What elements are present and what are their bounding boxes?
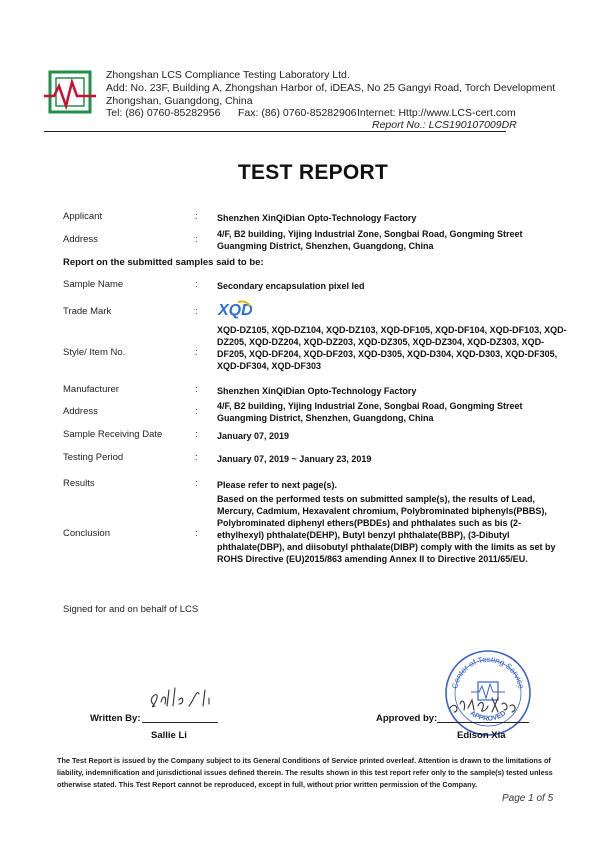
lab-address-line1: Add: No. 23F, Building A, Zhongshan Harbor of, iDEAS, No 25 Gangyi Road, Torch Development [106,82,556,94]
signature-sallie-li [145,684,225,714]
manufacturer-label: Manufacturer [63,384,119,395]
colon: : [195,429,198,440]
approved-by-name: Edison Xia [457,730,506,741]
svg-text:Center of Testing Service: Center of Testing Service [450,654,526,690]
manufacturer-value: Shenzhen XinQiDian Opto-Technology Factory [217,386,417,396]
page-number: Page 1 of 5 [502,793,554,804]
report-number: Report No.: LCS190107009DR [372,119,517,131]
written-by-label: Written By: [90,713,141,724]
conclusion-label: Conclusion [63,528,110,539]
trademark-logo [216,298,252,320]
colon: : [195,306,198,317]
header-divider [44,131,506,132]
written-by-line [142,722,218,723]
address-label: Address [63,234,98,245]
testing-period-label: Testing Period [63,452,124,463]
written-by-name: Sallie Li [151,730,187,741]
colon: : [195,211,198,222]
results-value: Please refer to next page(s). [217,480,338,490]
colon: : [195,347,198,358]
lab-tel: Tel: (86) 0760-85282956 [106,107,221,119]
lab-name: Zhongshan LCS Compliance Testing Laboratory Ltd. [106,69,350,81]
applicant-label: Applicant [63,211,103,222]
colon: : [195,528,198,539]
signed-for-text: Signed for and on behalf of LCS [63,604,199,615]
conclusion-value: Based on the performed tests on submitted sample(s), the results of Lead, Mercury, Cadmium, Hexavalent chromium, Polybrominated biphenyls(PBBS), Polybrominated diphenyl ethers(PBDEs) and phthalates such as bis (2-ethylhexyl) phthalate(DEHP), Butyl benzyl phthalate(BBP), (3-Dibutyl phthalate(DBP), and diisobutyl phthalate(DIBP) comply with the limits as set by ROHS Directive (EU)2015/863 amending Annex II to Directive 2011/65/EU. [217,494,556,564]
sample-name-label: Sample Name [63,279,124,290]
colon: : [195,452,198,463]
receiving-date-value: January 07, 2019 [217,431,290,441]
results-label: Results [63,478,95,489]
page-title: TEST REPORT [237,161,389,184]
testing-period-value: January 07, 2019 ~ January 23, 2019 [217,454,372,464]
svg-text:XQD: XQD [218,302,252,319]
receiving-date-label: Sample Receiving Date [63,429,163,440]
style-item-value: XQD-DZ105, XQD-DZ104, XQD-DZ103, XQD-DF105, XQD-DF104, XQD-DF103, XQD-DZ205, XQD-DZ204, XQD-DZ203, XQD-DZ305, XQD-DZ304, XQD-DZ303, XQD-DF205, XQD-DF204, XQD-DF203, XQD-D305, XQD-D304, XQD-D303, XQD-DF305, XQD-DF304, XQD-DF303 [217,325,567,371]
approved-by-label: Approved by: [376,713,438,724]
applicant-value: Shenzhen XinQiDian Opto-Technology Factory [217,213,417,223]
address-value: 4/F, B2 building, Yijing Industrial Zone, Songbai Road, Gongming Street Guangming District, Shenzhen, Guangdong, China [217,229,523,251]
signature-edison-xia [446,690,524,718]
lcs-logo [44,68,96,120]
colon: : [195,478,198,489]
colon: : [195,384,198,395]
colon: : [195,279,198,290]
lab-address-line2: Zhongshan, Guangdong, China [106,95,253,107]
lab-internet: Internet: Http://www.LCS-cert.com [357,107,516,119]
footer-disclaimer: The Test Report is issued by the Company subject to its General Conditions of Service printed overleaf. Attention is drawn to the limitations of liability, indemnification and jurisdictional issues defined therein. The results shown in this test report refer only to the sample(s) tested unless otherwise stated. This Test Report cannot be reproduced, except in full, without prior written permission of the Company. [57,756,553,789]
section-heading: Report on the submitted samples said to be: [63,257,264,268]
colon: : [195,234,198,245]
address2-value: 4/F, B2 building, Yijing Industrial Zone, Songbai Road, Gongming Street Guangming District, Shenzhen, Guangdong, China [217,401,523,423]
style-item-label: Style/ Item No. [63,347,126,358]
svg-text:APPROVED: APPROVED [468,709,508,723]
address2-label: Address [63,406,98,417]
trade-mark-label: Trade Mark [63,306,112,317]
colon: : [195,406,198,417]
sample-name-value: Secondary encapsulation pixel led [217,281,365,291]
approved-by-line [437,722,529,723]
lab-fax: Fax: (86) 0760-85282906 [238,107,357,119]
